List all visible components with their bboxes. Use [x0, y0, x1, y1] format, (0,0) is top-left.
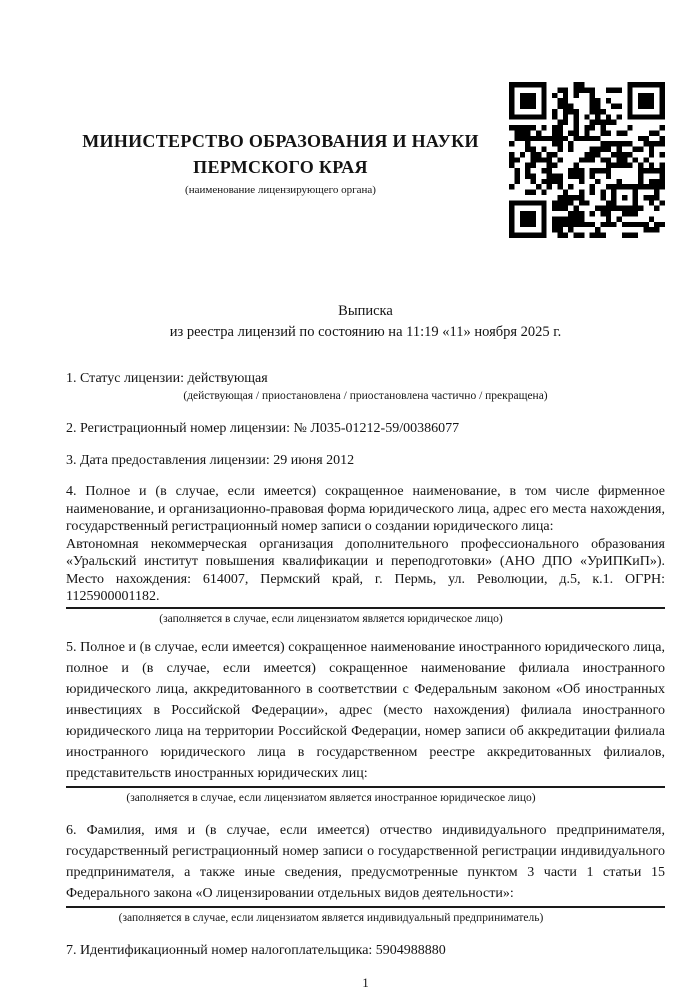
item-1-status-options-hint: (действующая / приостановлена / приостановлена частично / прекращена): [183, 390, 548, 402]
item-5-foreign-entity-section: [66, 637, 665, 805]
item-4-field-rule: [66, 607, 665, 609]
item-5-text: 5. Полное и (в случае, если имеется) сокращенное наименование иностранного юридического лица, полное и (в случае, если имеется) сокращенное наименование филиала иностранного юридического лица, аккредитованного в соответствии с Федеральным законом «Об иностранных инвестициях в Российской Федерации», адрес (место нахождения) филиала иностранного юридического лица на территории Российской Федерации, номер записи об аккредитации филиала иностранного юридического лица в государственном реестре аккредитованных филиалов, представительств иностранных юридических лиц:: [66, 639, 665, 781]
ministry-name-line2: ПЕРМСКОГО КРАЯ: [193, 157, 368, 177]
item-4-legal-entity-section: [66, 483, 665, 626]
document-title: [66, 301, 665, 343]
page-number: 1: [362, 974, 369, 989]
item-4-value: Автономная некоммерческая организация дополнительного профессионального образования «Уральский институт повышения квалификации и переподготовки» (АНО ДПО «УрИПКиП»). Место нахождения: 614007, Пермский край, г. Пермь, ул. Революции, д.5, к.1. ОГРН: 1125900001182.: [66, 536, 665, 604]
item-2-registration-number: 2. Регистрационный номер лицензии: № Л035-01212-59/00386077: [66, 421, 460, 436]
document-title-line2: из реестра лицензий по состоянию на 11:19 «11» ноября 2025 г.: [169, 324, 562, 340]
ministry-name-caption: (наименование лицензирующего органа): [185, 184, 376, 196]
item-5-field-rule: [66, 786, 665, 788]
item-4-fill-hint: (заполняется в случае, если лицензиатом является юридическое лицо): [159, 612, 503, 625]
ministry-name-line1: МИНИСТЕРСТВО ОБРАЗОВАНИЯ И НАУКИ: [82, 131, 479, 151]
item-6-entrepreneur-section: [66, 820, 665, 925]
item-6-text: 6. Фамилия, имя и (в случае, если имеется) отчество индивидуального предпринимателя, государственный регистрационный номер записи о государственной регистрации индивидуального предпринимателя, а также иные сведения, предусмотренные пунктом 3 части 1 статьи 15 Федерального закона «О лицензировании отдельных видов деятельности»:: [66, 822, 665, 901]
item-5-fill-hint: (заполняется в случае, если лицензиатом является иностранное юридическое лицо): [126, 791, 536, 804]
item-4-text: 4. Полное и (в случае, если имеется) сокращенное наименование, в том числе фирменное наименование, и организационно-правовая форма юридического лица, адрес его места нахождения, государственный регистрационный номер записи о создании юридического лица:: [66, 484, 665, 534]
item-1-license-status: 1. Статус лицензии: действующая: [66, 371, 268, 386]
item-7-taxpayer-id: 7. Идентификационный номер налогоплательщика: 5904988880: [66, 942, 446, 958]
item-6-fill-hint: (заполняется в случае, если лицензиатом является индивидуальный предприниматель): [118, 911, 544, 924]
document-title-line1: Выписка: [338, 303, 393, 319]
qr-code-icon: [509, 82, 665, 238]
document-header: [66, 0, 665, 238]
item-6-field-rule: [66, 906, 665, 908]
licensing-authority-block: [66, 82, 509, 197]
item-3-license-grant-date: 3. Дата предоставления лицензии: 29 июня 2012: [66, 453, 355, 468]
